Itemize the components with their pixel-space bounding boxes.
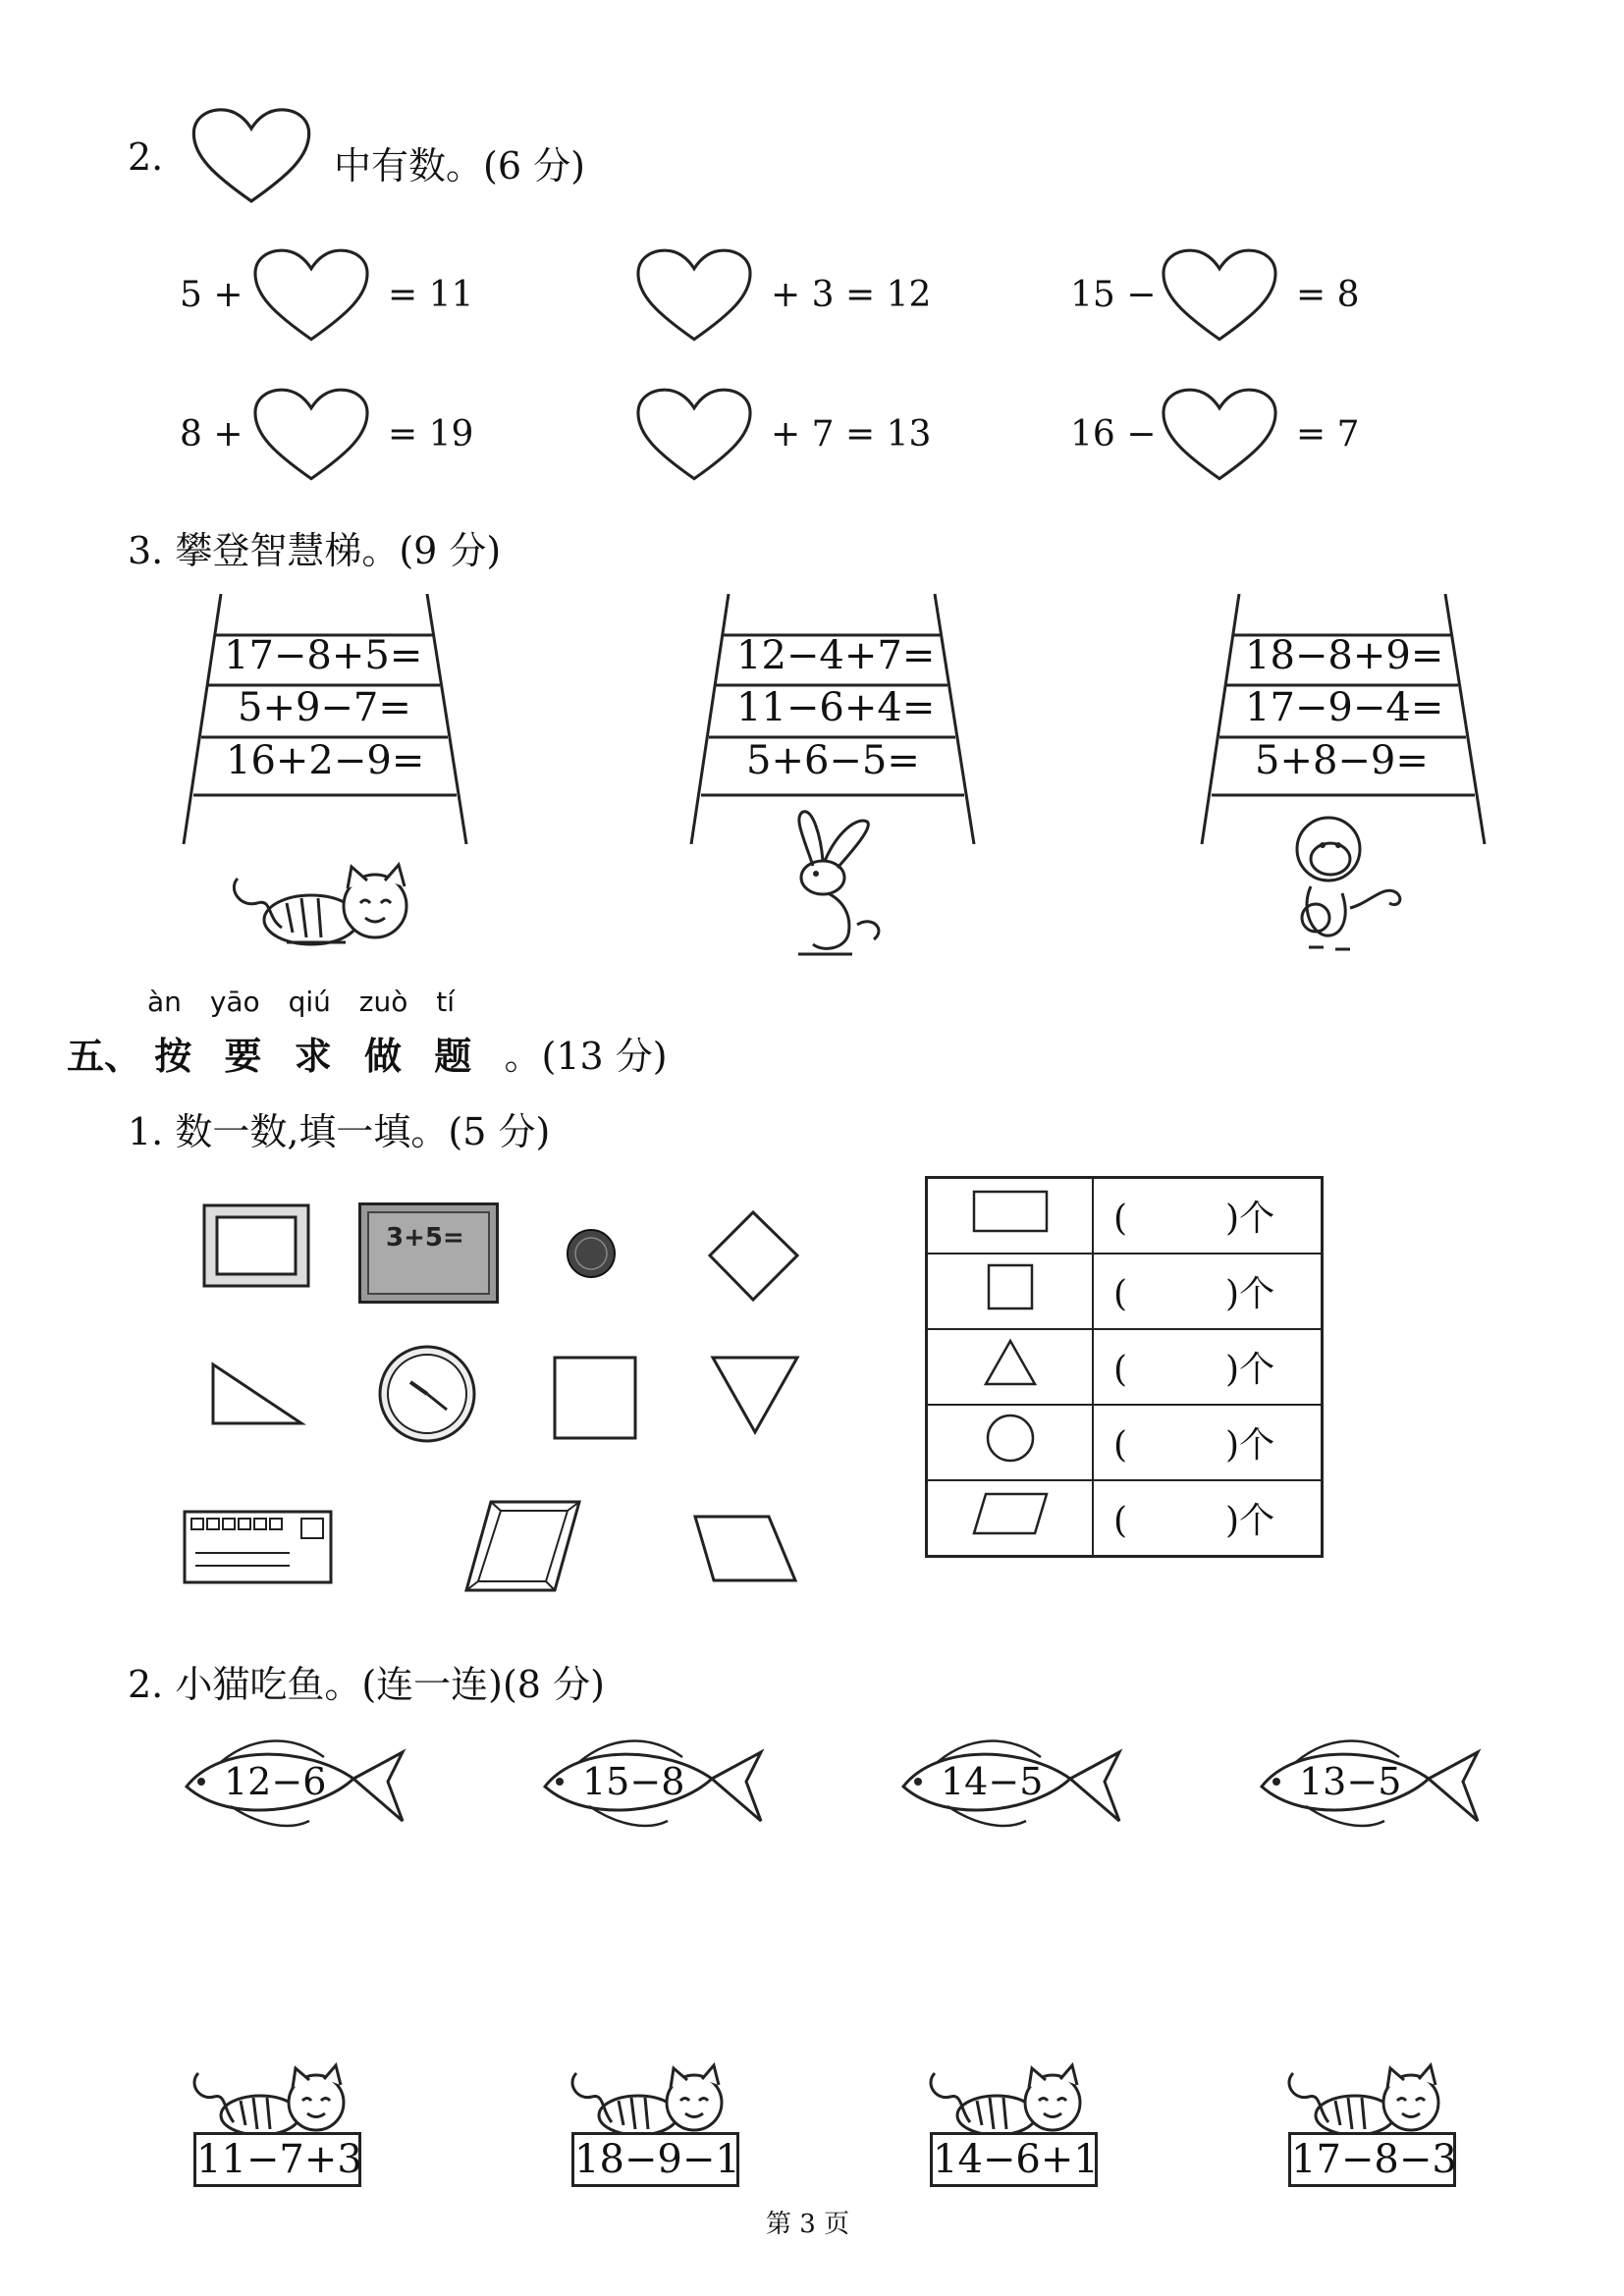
q2-title: 中有数。(6 分) bbox=[334, 144, 585, 187]
q2-eq1-left: 5 + bbox=[180, 275, 244, 315]
ladder-1-row-3: 16+2−9= bbox=[226, 738, 425, 783]
inverted-triangle-shape bbox=[710, 1355, 800, 1435]
picture-frame-icon bbox=[201, 1202, 311, 1289]
ladder-1-row-2: 5+9−7= bbox=[238, 685, 411, 730]
q2-eq3-right: = 8 bbox=[1296, 275, 1360, 315]
q2-number: 2. bbox=[128, 135, 164, 179]
q3-title: 3. 攀登智慧梯。(9 分) bbox=[128, 529, 502, 572]
heart-blank-input[interactable] bbox=[1159, 385, 1280, 485]
blackboard-text: 3+5= bbox=[386, 1223, 464, 1253]
pinyin: qiú bbox=[288, 986, 331, 1018]
ladder-3-row-1: 18−8+9= bbox=[1245, 633, 1444, 678]
cat-icon bbox=[565, 2061, 736, 2140]
cat-icon bbox=[923, 2061, 1095, 2140]
coin-icon bbox=[565, 1227, 619, 1281]
count-answer[interactable]: ( )个 bbox=[1093, 1329, 1323, 1405]
pinyin: tí bbox=[436, 986, 456, 1018]
triangle-icon bbox=[927, 1329, 1094, 1405]
envelope-icon bbox=[182, 1509, 334, 1587]
section5-pinyin bbox=[147, 986, 455, 1018]
title-char: 做 bbox=[364, 1034, 412, 1078]
cat-expression[interactable]: 11−7+3 bbox=[193, 2132, 361, 2187]
ladder-3-row-2: 17−9−4= bbox=[1245, 685, 1444, 730]
monkey-icon bbox=[1281, 810, 1407, 957]
ladder-2-row-1: 12−4+7= bbox=[736, 633, 936, 678]
q2-eq2-right: + 3 = 12 bbox=[771, 275, 932, 315]
fish-label: 14−5 bbox=[941, 1760, 1044, 1803]
heart-icon bbox=[189, 106, 314, 206]
fish-label: 13−5 bbox=[1299, 1760, 1402, 1803]
fish-label: 15−8 bbox=[582, 1760, 685, 1803]
cat-icon bbox=[228, 859, 424, 952]
page-number: 第 3 页 bbox=[766, 2210, 850, 2239]
cat-expression[interactable]: 17−8−3 bbox=[1288, 2132, 1456, 2187]
q2-eq4-right: = 19 bbox=[388, 414, 474, 454]
title-char: 按 bbox=[154, 1034, 202, 1078]
count-answer[interactable]: ( )个 bbox=[1093, 1480, 1323, 1557]
rabbit-icon bbox=[784, 807, 887, 959]
heart-blank-input[interactable] bbox=[250, 385, 372, 485]
frame-parallelogram-icon bbox=[461, 1497, 584, 1595]
square-shape bbox=[552, 1355, 638, 1441]
q2-eq5-right: + 7 = 13 bbox=[771, 414, 932, 454]
ladder-3-row-3: 5+8−9= bbox=[1255, 738, 1429, 783]
q5-2-title: 2. 小猫吃鱼。(连一连)(8 分) bbox=[128, 1663, 605, 1706]
cat-expression[interactable]: 14−6+1 bbox=[930, 2132, 1098, 2187]
section5-prefix: 五、 bbox=[67, 1034, 142, 1078]
ladder-2-row-3: 5+6−5= bbox=[746, 738, 920, 783]
section5-title bbox=[67, 1026, 668, 1080]
count-answer[interactable]: ( )个 bbox=[1093, 1254, 1323, 1329]
table-row bbox=[927, 1329, 1323, 1405]
rectangle-icon bbox=[927, 1178, 1094, 1255]
table-row bbox=[927, 1178, 1323, 1255]
square-icon bbox=[927, 1254, 1094, 1329]
table-row bbox=[927, 1405, 1323, 1480]
fish-label: 12−6 bbox=[224, 1760, 327, 1803]
right-triangle-shape bbox=[208, 1360, 306, 1428]
q2-eq6-right: = 7 bbox=[1296, 414, 1360, 454]
q2-eq4-left: 8 + bbox=[180, 414, 244, 454]
parallelogram-shape bbox=[692, 1512, 800, 1585]
shape-count-table bbox=[925, 1176, 1324, 1558]
table-row bbox=[927, 1254, 1323, 1329]
section5-suffix: 。(13 分) bbox=[504, 1035, 668, 1078]
title-char: 要 bbox=[224, 1034, 272, 1078]
diamond-shape bbox=[707, 1209, 800, 1303]
heart-blank-input[interactable] bbox=[633, 245, 755, 346]
pinyin: yāo bbox=[209, 986, 260, 1018]
q2-eq1-right: = 11 bbox=[388, 275, 474, 315]
ladder-2-row-2: 11−6+4= bbox=[736, 685, 936, 730]
pinyin: zuò bbox=[358, 986, 408, 1018]
count-answer[interactable]: ( )个 bbox=[1093, 1405, 1323, 1480]
heart-blank-input[interactable] bbox=[633, 385, 755, 485]
cat-expression[interactable]: 18−9−1 bbox=[571, 2132, 739, 2187]
clock-icon bbox=[376, 1343, 479, 1446]
blackboard-icon bbox=[358, 1202, 499, 1304]
title-char: 求 bbox=[294, 1034, 342, 1078]
pinyin: àn bbox=[147, 986, 182, 1018]
heart-blank-input[interactable] bbox=[1159, 245, 1280, 346]
cat-icon bbox=[1281, 2061, 1453, 2140]
cat-icon bbox=[187, 2061, 358, 2140]
table-row bbox=[927, 1480, 1323, 1557]
title-char: 题 bbox=[434, 1034, 482, 1078]
circle-icon bbox=[927, 1405, 1094, 1480]
q2-eq3-left: 15 − bbox=[1070, 275, 1157, 315]
count-answer[interactable]: ( )个 bbox=[1093, 1178, 1323, 1255]
ladder-1-row-1: 17−8+5= bbox=[224, 633, 423, 678]
heart-blank-input[interactable] bbox=[250, 245, 372, 346]
q2-eq6-left: 16 − bbox=[1070, 414, 1157, 454]
parallelogram-icon bbox=[927, 1480, 1094, 1557]
q5-1-title: 1. 数一数,填一填。(5 分) bbox=[128, 1110, 551, 1153]
